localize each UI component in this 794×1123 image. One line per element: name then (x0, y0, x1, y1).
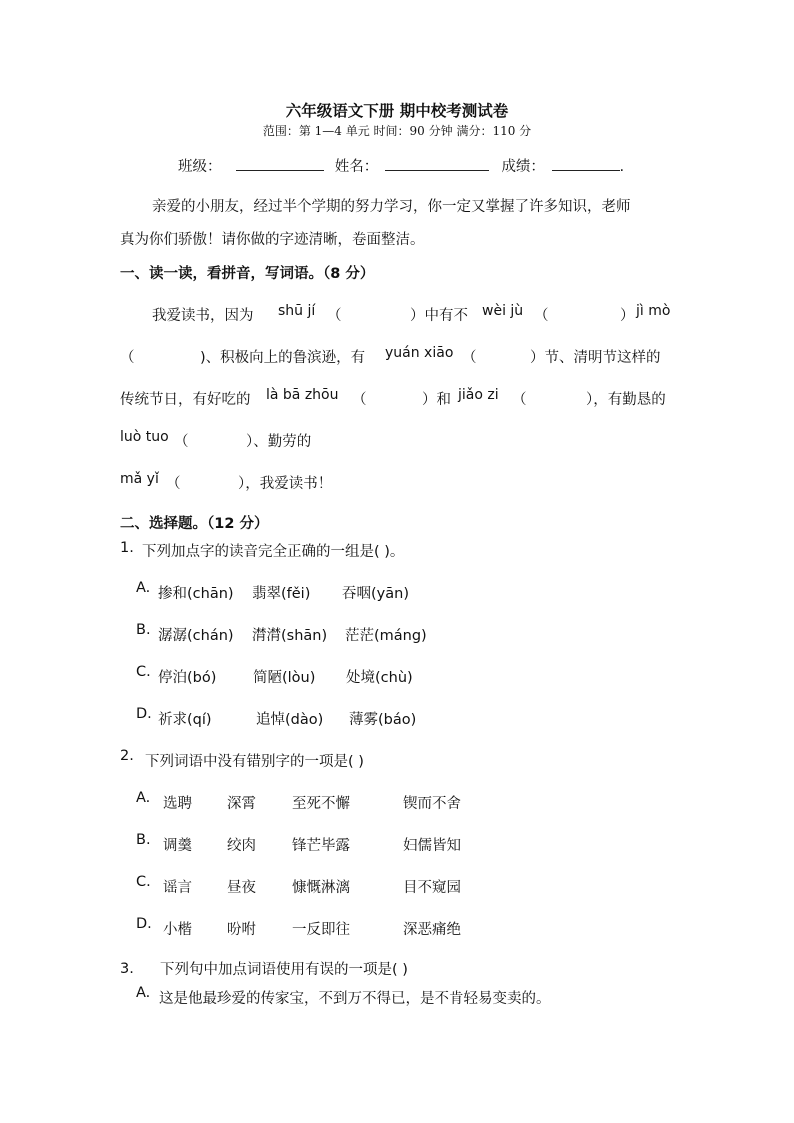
page-subtitle: 范围：第 1—4 单元 时间：90 分钟 满分：110 分 (262, 124, 532, 138)
q2-option-d-item-4: 深恶痛绝 (403, 922, 461, 938)
q2-text: 下列词语中没有错别字的一项是( ) (145, 754, 364, 770)
q3-option-a-letter[interactable]: A. (136, 985, 151, 1001)
s1-row3-paren-open-1: （ (352, 392, 367, 408)
class-field[interactable] (236, 156, 324, 171)
q3-number: 3. (120, 961, 134, 977)
info-end-dot: . (619, 159, 625, 175)
s1-row1-paren-open-2: （ (534, 308, 549, 324)
q2-option-a-letter[interactable]: A. (136, 790, 151, 806)
q2-option-b-item-3: 锋芒毕露 (292, 838, 350, 854)
s1-row3-text-b: ）和 (422, 392, 451, 408)
q1-option-a-item-1: 掺和(chān) (158, 586, 234, 602)
score-field[interactable] (552, 156, 620, 171)
info-line (178, 155, 624, 176)
s1-row1-paren-open-1: （ (327, 308, 342, 324)
s1-row3-text-a: 传统节日，有好吃的 (120, 392, 251, 408)
s1-row5-text: ），我爱读书！ (238, 476, 333, 492)
q1-option-a-letter[interactable]: A. (136, 580, 151, 596)
intro-line-1: 亲爱的小朋友，经过半个学期的努力学习，你一定又掌握了许多知识，老师 (152, 199, 631, 215)
q1-option-d-item-3: 薄雾(báo) (349, 712, 417, 728)
class-label: 班级： (178, 159, 222, 175)
section-1-heading: 一、读一读，看拼音，写词语。（8 分） (120, 266, 375, 282)
s1-row5-paren-open: （ (166, 476, 181, 492)
s1-row1-text-a: 我爱读书，因为 (152, 308, 254, 324)
page-title: 六年级语文下册 期中校考测试卷 (285, 101, 509, 120)
q2-option-d-letter[interactable]: D. (136, 916, 152, 932)
pinyin-luotuo: luò tuo (120, 429, 169, 445)
s1-row1-text-b: ）中有不 (410, 308, 468, 324)
q1-option-b-letter[interactable]: B. (136, 622, 151, 638)
s1-row2-text-b: ）节、清明节这样的 (530, 350, 661, 366)
section-2-heading: 二、选择题。（12 分） (120, 516, 269, 532)
intro-line-2: 真为你们骄傲！请你做的字迹清晰，卷面整洁。 (120, 232, 425, 248)
q2-number: 2. (120, 748, 134, 764)
q2-option-b-item-1: 调羹 (163, 838, 192, 854)
q2-option-a-item-4: 锲而不舍 (403, 796, 461, 812)
q1-option-d-letter[interactable]: D. (136, 706, 152, 722)
name-field[interactable] (385, 156, 489, 171)
q3-text: 下列句中加点词语使用有误的一项是( ) (160, 962, 408, 978)
q2-option-d-item-2: 吩咐 (227, 922, 256, 938)
s1-row1-paren-close-2: ） (620, 308, 635, 324)
q2-option-a-item-3: 至死不懈 (292, 796, 350, 812)
s1-row2-paren-open-2: （ (462, 350, 477, 366)
pinyin-shuji: shū jí (278, 303, 316, 319)
q1-option-c-item-3: 处境(chù) (346, 670, 413, 686)
q1-option-c-letter[interactable]: C. (136, 664, 151, 680)
q2-option-a-item-1: 选聘 (163, 796, 192, 812)
q1-option-d-item-1: 祈求(qí) (158, 712, 212, 728)
q1-option-a-item-3: 吞咽(yān) (342, 586, 409, 602)
pinyin-mayi: mǎ yǐ (120, 471, 159, 487)
pinyin-labazhou: là bā zhōu (266, 387, 339, 403)
q1-option-b-item-1: 潺潺(chán) (158, 628, 234, 644)
s1-row3-paren-open-2: （ (512, 392, 527, 408)
q2-option-a-item-2: 深霄 (227, 796, 256, 812)
s1-row2-paren-open-1: （ (120, 350, 135, 366)
q2-option-c-letter[interactable]: C. (136, 874, 151, 890)
q2-option-c-item-3: 慷慨淋漓 (292, 880, 350, 896)
score-label: 成绩： (501, 159, 545, 175)
q2-option-d-item-3: 一反即往 (292, 922, 350, 938)
s1-row3-text-c: ），有勤恳的 (586, 392, 666, 408)
q2-option-c-item-2: 昼夜 (227, 880, 256, 896)
q2-option-c-item-1: 谣言 (163, 880, 192, 896)
q3-option-a-text: 这是他最珍爱的传家宝，不到万不得已，是不肯轻易变卖的。 (159, 991, 551, 1007)
q2-option-b-item-2: 绞肉 (227, 838, 256, 854)
q2-option-b-item-4: 妇儒皆知 (403, 838, 461, 854)
q2-option-b-letter[interactable]: B. (136, 832, 151, 848)
q1-number: 1. (120, 540, 134, 556)
q1-option-c-item-1: 停泊(bó) (158, 670, 217, 686)
q1-option-a-item-2: 翡翠(fěi) (252, 586, 311, 602)
q2-option-c-item-4: 目不窥园 (403, 880, 461, 896)
s1-row4-text: ）、勤劳的 (246, 434, 312, 450)
pinyin-jiaozi: jiǎo zi (458, 387, 499, 403)
q1-text: 下列加点字的读音完全正确的一组是( )。 (142, 544, 405, 560)
name-label: 姓名： (334, 159, 379, 175)
q1-option-b-item-2: 潸潸(shān) (252, 628, 328, 644)
q1-option-d-item-2: 追悼(dào) (256, 712, 324, 728)
q1-option-c-item-2: 简陋(lòu) (253, 670, 316, 686)
q2-option-d-item-1: 小楷 (163, 922, 192, 938)
pinyin-jimo: jì mò (636, 303, 671, 319)
pinyin-weiju: wèi jù (482, 303, 524, 319)
s1-row4-paren-open: （ (174, 434, 189, 450)
s1-row2-text-a: )、积极向上的鲁滨逊，有 (200, 350, 366, 366)
q1-option-b-item-3: 茫茫(máng) (345, 628, 427, 644)
pinyin-yuanxiao: yuán xiāo (385, 345, 454, 361)
